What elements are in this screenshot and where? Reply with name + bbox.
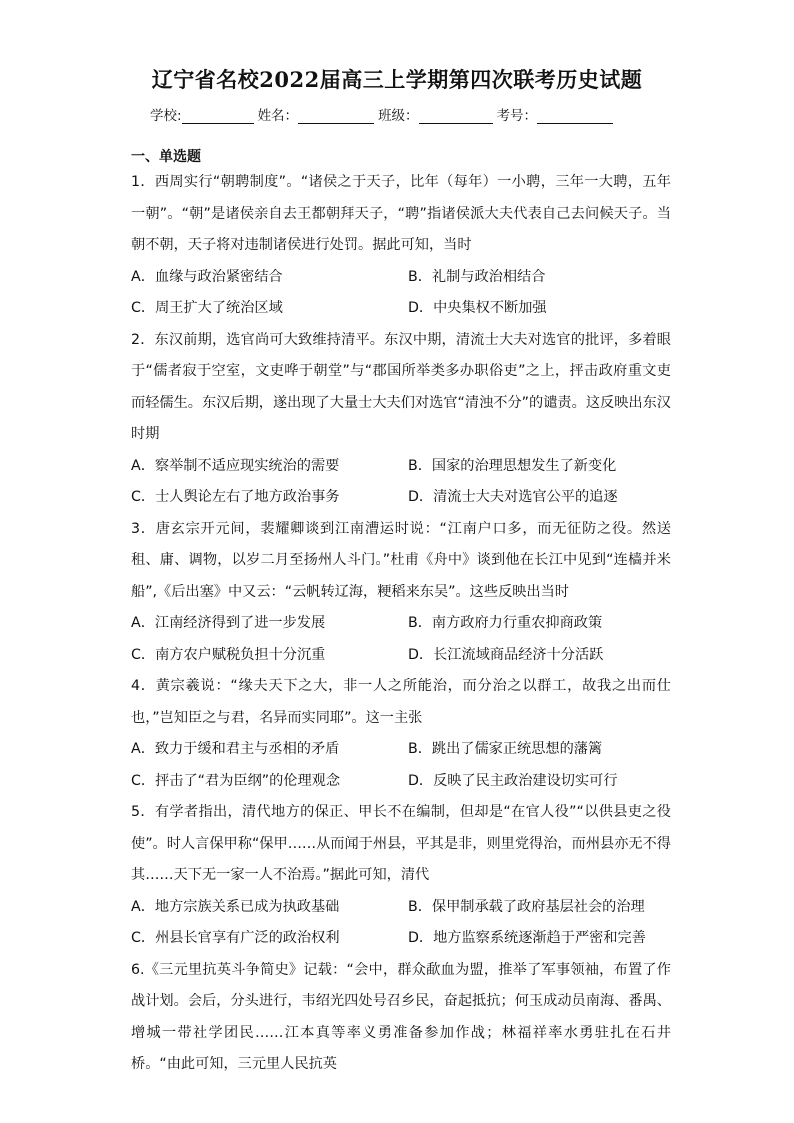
info-blank-field[interactable] (298, 108, 374, 124)
question-text: 1．西周实行“朝聘制度”。“诸侯之于天子，比年（每年）一小聘，三年一大聘，五年一朝”。“朝”是诸侯亲自去王都朝拜天子，“聘”指诸侯派大夫代表自己去问候天子。当朝不朝，天子将对违制诸侯进行处罚。据此可知，当时 (131, 174, 671, 253)
answer-option[interactable]: C．士人舆论左右了地方政治事务 (131, 489, 340, 505)
question-block (131, 671, 671, 797)
option-list (131, 451, 671, 514)
question-text: 6.《三元里抗英斗争简史》记载：“会中，群众歃血为盟，推举了军事领袖，布置了作战计划。会后，分头进行，韦绍光四处号召乡民，奋起抵抗；何玉成动员南海、番禺、增城一带社学团民……江本真等率义勇准备参加作战；林福祥率水勇驻扎在石井桥。“由此可知，三元里人民抗英 (131, 961, 671, 1072)
question-text: 3．唐玄宗开元间，裴耀卿谈到江南漕运时说：“江南户口多，而无征防之役。然送租、庸、调物，以岁二月至扬州人斗门。”杜甫《舟中》谈到他在长江中见到“连樯并米船”,《后出塞》中又云：“云帆转辽海，粳稻来东吴”。这些反映出当时 (131, 520, 671, 600)
answer-option[interactable]: D．中央集权不断加强 (408, 300, 547, 316)
answer-option[interactable]: D．地方监察系统逐渐趋于严密和完善 (408, 930, 646, 946)
answer-option[interactable]: B．南方政府力行重农抑商政策 (408, 615, 603, 631)
question-block (131, 514, 671, 672)
answer-option[interactable]: A．致力于缓和君主与丞相的矛盾 (131, 741, 340, 757)
question-text: 5．有学者指出，清代地方的保正、甲长不在编制，但却是“在官人役”“以供县吏之役使”。时人言保甲称“保甲……从而闻于州县，平其是非，则里党得治，而州县亦无不得其……天下无一家一人不治焉。”据此可知，清代 (131, 804, 671, 883)
info-blank-field[interactable] (419, 108, 493, 124)
answer-option[interactable]: C．南方农户赋税负担十分沉重 (131, 646, 326, 663)
option-list (131, 734, 671, 797)
student-info-row (150, 104, 617, 124)
question-block (131, 167, 671, 325)
info-blank-field[interactable] (182, 108, 254, 124)
answer-option[interactable]: D．长江流域商品经济十分活跃 (408, 646, 604, 663)
answer-option[interactable]: A．察举制不适应现实统治的需要 (131, 457, 340, 474)
info-label: 姓名： (257, 108, 299, 124)
answer-option[interactable]: A．地方宗族关系已成为执政基础 (131, 898, 340, 915)
question-block (131, 955, 671, 1081)
section-title: 一、单选题 (131, 149, 201, 165)
question-text: 4．黄宗羲说：“缘夫天下之大，非一人之所能治，而分治之以群工，故我之出而仕也，”岂知臣之与君，名异而实同耶”。这一主张 (131, 678, 671, 726)
question-block (131, 797, 671, 955)
info-label: 班级： (378, 108, 419, 124)
page-title: 辽宁省名校2022届高三上学期第四次联考历史试题 (151, 67, 643, 92)
info-label: 考号： (496, 108, 538, 124)
option-list (131, 608, 671, 671)
question-list (131, 167, 671, 1081)
option-list (131, 892, 671, 955)
answer-option[interactable]: C．周王扩大了统治区域 (131, 300, 283, 316)
answer-option[interactable]: C．州县长官享有广泛的政治权利 (131, 930, 340, 946)
answer-option[interactable]: B．国家的治理思想发生了新变化 (408, 457, 617, 474)
option-list (131, 262, 671, 325)
info-label: 学校: (150, 108, 182, 124)
question-block (131, 325, 671, 514)
answer-option[interactable]: A．江南经济得到了进一步发展 (131, 615, 326, 631)
question-text: 2．东汉前期，选官尚可大致维持清平。东汉中期，清流士大夫对选官的批评，多着眼于“儒者寂于空室，文吏哗于朝堂”与“郡国所举类多办职俗吏”之上，抨击政府重文吏而轻儒生。东汉后期，遂出现了大量士大夫们对选官“清浊不分”的谴责。这反映出东汉时期 (131, 331, 671, 442)
info-blank-field[interactable] (537, 108, 613, 124)
answer-option[interactable]: B．跳出了儒家正统思想的藩篱 (408, 741, 603, 757)
answer-option[interactable]: D．反映了民主政治建设切实可行 (408, 772, 618, 789)
answer-option[interactable]: D．清流士大夫对选官公平的追逐 (408, 489, 618, 505)
answer-option[interactable]: A．血缘与政治紧密结合 (131, 268, 283, 285)
answer-option[interactable]: B．保甲制承载了政府基层社会的治理 (408, 898, 645, 915)
answer-option[interactable]: B．礼制与政治相结合 (408, 268, 546, 285)
answer-option[interactable]: C．抨击了“君为臣纲”的伦理观念 (131, 772, 341, 789)
